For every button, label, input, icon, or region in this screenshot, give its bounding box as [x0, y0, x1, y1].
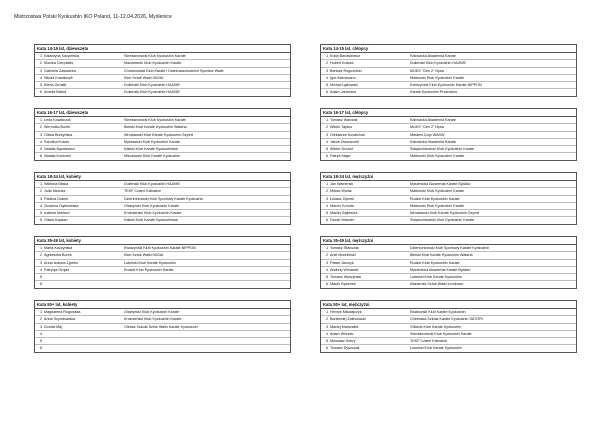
competitor-name: Paweł Jarczyk — [330, 260, 354, 265]
competitor-name: Marta Kaczyńska — [44, 246, 73, 250]
table-row — [35, 338, 290, 345]
club-name: Wrocławski Klub Karate Kyokushin-Sepert — [410, 211, 479, 216]
table-row — [321, 132, 576, 139]
place-number: 2 — [325, 61, 328, 66]
category-title: Kata 35-49 lat, kobiety — [35, 237, 290, 245]
category-card — [34, 300, 291, 353]
competitor-name: Jakub Dworaczek — [330, 139, 360, 144]
place-number: 5 — [39, 211, 42, 216]
competitor-name: Agnieszka Borek — [44, 253, 72, 258]
category-title: Kata 18-34 lat, mężczyźni — [321, 173, 576, 181]
place-number: 2 — [39, 317, 42, 322]
competitor-name: Izabela Mielach — [44, 211, 70, 216]
place-number: 1 — [325, 118, 328, 122]
table-row — [35, 117, 290, 124]
club-name: Malborski Klub Kyokushin Karate — [410, 189, 465, 194]
table-row — [35, 210, 290, 217]
place-number: 5 — [325, 83, 328, 88]
category-card — [34, 236, 291, 289]
place-number: 3 — [325, 132, 328, 137]
club-name: Siemianowicki Klub Kyokushin Karate — [410, 331, 472, 336]
competitor-name: Tomasz Walczak — [330, 118, 358, 122]
club-name: Wrocławski Klub Karate Kyokushin-Sepert — [124, 132, 193, 137]
club-name: Malborski Klub Kyokushin Karate — [410, 203, 465, 208]
club-name: Kwidzyński Klub Kyokushin Karate NIPPON — [124, 246, 196, 250]
competitor-name: Mirosław Dobry — [330, 339, 356, 344]
club-name — [124, 338, 290, 344]
place-number: 3 — [39, 260, 42, 265]
club-name: Chełmska Szkoła Karate Kyokushin SATORI — [410, 317, 483, 322]
competitor-name: Nikola Kowalczyk — [44, 75, 73, 80]
competitor-name: Adam Wilczek — [330, 331, 354, 336]
table-row — [35, 245, 290, 252]
club-name: Katowicka Akademia Karate — [410, 118, 456, 122]
competitor-name: Magdalena Rogowska — [44, 310, 81, 314]
club-name: Masters Dojo WASW — [410, 132, 445, 137]
place-number: 4 — [39, 139, 42, 144]
competitor-name — [44, 331, 124, 337]
table-row — [35, 196, 290, 203]
club-name: Rudzki Klub Kyokushin Karate — [410, 260, 460, 265]
table-row — [321, 124, 576, 131]
club-name: Dzierżoniowski Klub Sportowy Karate Kyokushin — [410, 246, 490, 250]
competitor-name: Tomasz Dyszczak — [330, 346, 360, 351]
place-number: 6 — [325, 154, 328, 159]
club-name: TKKF Czarni Katowice — [410, 339, 448, 344]
competitor-name: Patrycja Grojas — [44, 267, 70, 272]
table-row — [321, 267, 576, 274]
club-name: Malborski Klub Kyokushin Karate — [410, 75, 465, 80]
club-name: Oleska Szkoła Sztuk Walki Karate Kyokushin — [124, 324, 198, 329]
table-row — [321, 139, 576, 146]
table-row — [321, 210, 576, 217]
place-number: 6 — [325, 282, 328, 287]
place-number: 5 — [39, 83, 42, 88]
place-number: 5 — [39, 339, 42, 344]
club-name: Klub Sztuk Walki IKIGAI — [124, 75, 164, 80]
table-row — [321, 53, 576, 60]
club-name: Lubelski Klub Karate Kyokushin — [410, 275, 462, 280]
club-name: Mikołowski Klub Karate Kyokushin — [124, 154, 181, 159]
competitor-name: Bartłomiej Zalecowski — [330, 317, 366, 322]
table-row — [35, 316, 290, 323]
club-name — [124, 345, 290, 351]
competitor-name: Jan Wamerski — [330, 182, 354, 186]
competitor-name: Monika Cierpiałek — [44, 61, 74, 66]
place-number: 5 — [39, 275, 42, 280]
table-row — [35, 53, 290, 60]
club-name: Katowicka Akademia Karate — [410, 139, 456, 144]
category-title: Kata 50+ lat, mężczyźni — [321, 301, 576, 309]
club-name: Mazowiecki Klub Kyokushin Karate — [124, 61, 182, 66]
club-name: Mysłowicki Klub Kyokushin Karate — [124, 139, 180, 144]
table-row — [321, 82, 576, 89]
table-row — [321, 217, 576, 223]
competitor-name: Elena Ornatik — [44, 83, 67, 88]
place-number: 5 — [39, 147, 42, 152]
table-row — [35, 331, 290, 338]
category-card — [34, 108, 291, 161]
category-card — [320, 44, 577, 97]
category-title: Kata 16-17 lat, chłopcy — [321, 109, 576, 117]
club-name: Siemianowicki Klub Kyokushin Karate — [124, 54, 186, 58]
place-number: 1 — [325, 310, 328, 314]
table-row — [321, 60, 576, 67]
competitor-name — [44, 345, 124, 351]
table-row — [321, 252, 576, 259]
club-name: Bielski Klub Karate Kyokushin Wataha — [410, 253, 473, 258]
place-number: 6 — [325, 346, 328, 351]
club-name: Krośnieński Klub Kyokushin Karate — [124, 317, 182, 322]
club-name — [124, 274, 290, 280]
place-number: 1 — [325, 54, 328, 58]
place-number: 3 — [39, 324, 42, 329]
club-name: Gliwicki Klub Karate Kyokushin — [410, 324, 461, 329]
place-number: 4 — [39, 75, 42, 80]
place-number: 1 — [325, 182, 328, 186]
club-name: Dulieński Klub Kyokushin HAJIME — [124, 90, 180, 95]
place-number: 1 — [39, 310, 42, 314]
place-number: 3 — [325, 324, 328, 329]
competitor-name — [44, 274, 124, 280]
table-row — [321, 196, 576, 203]
club-name: Siemianowicki Klub Kyokushin Karate — [124, 118, 186, 122]
place-number: 6 — [39, 154, 42, 159]
table-row — [35, 60, 290, 67]
category-card — [320, 236, 577, 289]
place-number: 1 — [39, 182, 42, 186]
club-name: Akademia Sztuk Walki Łomkowo — [410, 282, 464, 287]
table-row — [321, 117, 576, 124]
table-row — [35, 203, 290, 210]
club-name: Kaliski Klub Karate Kyokushinkai — [124, 218, 178, 223]
table-row — [35, 75, 290, 82]
place-number: 2 — [325, 317, 328, 322]
place-number: 4 — [39, 267, 42, 272]
club-name: Rudzki Klub Kyokushin Karate — [410, 196, 460, 201]
category-card — [320, 108, 577, 161]
club-name — [124, 281, 290, 287]
table-row — [321, 316, 576, 323]
competitor-name — [44, 338, 124, 344]
club-name: Raciborski Klub Karate Kyokushin — [410, 310, 466, 314]
table-row — [321, 345, 576, 351]
competitor-name: Anna Izabela Zgórko — [44, 260, 79, 265]
club-name: Rudzki Klub Kyokushin Karate — [124, 267, 174, 272]
club-name: Dulieński Klub Kyokushin HAJIME — [410, 61, 466, 66]
place-number: 2 — [39, 61, 42, 66]
table-row — [321, 331, 576, 338]
table-row — [35, 281, 290, 287]
table-row — [321, 274, 576, 281]
place-number: 4 — [325, 203, 328, 208]
club-name: Kaliski Klub Karate Kyokushinkai — [124, 147, 178, 152]
table-row — [35, 181, 290, 188]
table-row — [321, 188, 576, 195]
competitor-name: Ariel Mochliński — [330, 253, 356, 258]
competitor-name: Gabriela Zawadzka — [44, 68, 76, 73]
place-number: 2 — [39, 253, 42, 258]
competitor-name: Maciej Marszałek — [330, 324, 359, 329]
club-name: Olsztyński Klub Kyokushin Karate — [124, 203, 180, 208]
place-number: 3 — [325, 260, 328, 265]
competitor-name: Miłosz Wolak — [330, 189, 352, 194]
table-row — [321, 338, 576, 345]
competitor-name: Daniel Wander — [330, 218, 355, 223]
competitor-name: Patryk Majer — [330, 154, 351, 159]
place-number: 5 — [325, 339, 328, 344]
table-row — [321, 324, 576, 331]
competitor-name: Tomasz Wyszyński — [330, 275, 362, 280]
place-number: 6 — [39, 218, 42, 223]
competitor-name: Oleksandr Kovalchuk — [330, 132, 365, 137]
place-number: 4 — [325, 75, 328, 80]
club-name: Dulieński Klub Kyokushin HAJIME — [124, 83, 180, 88]
competitor-name: Oliwia Kapkan — [44, 218, 68, 223]
competitor-name: Wiktor Tajdus — [330, 125, 353, 130]
club-name: Dzierżoniowski Klub Sportowy Karate Kyokushin — [124, 196, 204, 201]
place-number: 5 — [325, 211, 328, 216]
competitor-name: Zuzanna Dąbkowska — [44, 203, 79, 208]
competitor-name: Igor Ast​mecanu — [330, 75, 356, 80]
place-number: 3 — [39, 68, 42, 73]
table-row — [35, 146, 290, 153]
table-row — [35, 68, 290, 75]
place-number: 1 — [39, 246, 42, 250]
club-name: MUKS "Gen 2" Nysa — [410, 68, 444, 73]
competitor-name: Weronika Borek — [44, 125, 71, 130]
competitor-name: Marek Bębenek — [330, 282, 356, 287]
competitor-name: Tomasz Stańczak — [330, 246, 359, 250]
club-name: Myślenicka Akademia Karate Byakko — [410, 267, 471, 272]
competitor-name: Bartosz Rogoziński — [330, 68, 362, 73]
club-name: Lubelski Klub Karate Kyokushin — [124, 260, 176, 265]
place-number: 4 — [325, 139, 328, 144]
table-row — [321, 89, 576, 95]
club-name: Myślenicka Akademia Karate Byakko — [410, 182, 471, 186]
place-number: 6 — [39, 282, 42, 287]
club-name: Olsztyński Klub Kyokushin Karate — [124, 310, 180, 314]
category-card — [320, 300, 577, 353]
competitor-name: Wiktoria Bilska — [44, 182, 69, 186]
competitor-name — [44, 281, 124, 287]
place-number: 6 — [325, 90, 328, 95]
competitor-name: Amelia Bilska — [44, 90, 67, 95]
place-number: 4 — [325, 267, 328, 272]
place-number: 5 — [325, 275, 328, 280]
category-title: Kata 16-17 lat, dziewczęta — [35, 109, 290, 117]
place-number: 1 — [39, 118, 42, 122]
place-number: 6 — [39, 90, 42, 95]
table-row — [35, 188, 290, 195]
table-row — [321, 260, 576, 267]
table-row — [321, 146, 576, 153]
category-card — [320, 172, 577, 225]
place-number: 5 — [325, 147, 328, 152]
club-name: Bielski Klub Karate Kyokushin Wataha — [124, 125, 187, 130]
club-name: Lubelski Klub Karate Kyokushin — [410, 346, 462, 351]
place-number: 1 — [325, 246, 328, 250]
table-row — [35, 217, 290, 223]
competitor-name: Paulina Dralek — [44, 196, 68, 201]
competitor-name: Katarzyna Kacperska — [44, 54, 80, 58]
club-name: Malborski Klub Kyokushin Karate — [410, 154, 465, 159]
club-name: TKKF Czarni Katowice — [124, 189, 162, 194]
table-row — [35, 89, 290, 95]
place-number: 2 — [325, 189, 328, 194]
competitor-name: Marcin Kondra — [330, 203, 354, 208]
category-title: Kata 18-34 lat, kobiety — [35, 173, 290, 181]
table-row — [35, 82, 290, 89]
competitor-name: Dorota Maj — [44, 324, 63, 329]
competitor-name: Lena Kowalczuk — [44, 118, 71, 122]
club-name: Dulieński Klub Kyokushin HAJIME — [124, 182, 180, 186]
competitor-name: Anna Szymkowska — [44, 317, 76, 322]
competitor-name: Michał Łątkowski — [330, 83, 358, 88]
place-number: 3 — [325, 196, 328, 201]
competitor-name: Maciej Gajlewicz — [330, 211, 358, 216]
table-row — [321, 309, 576, 316]
club-name: Karate Kyokushin Przemków — [410, 90, 458, 95]
place-number: 2 — [325, 253, 328, 258]
place-number: 1 — [39, 54, 42, 58]
category-card — [34, 44, 291, 97]
table-row — [321, 203, 576, 210]
competitor-name: Oliwia Burzyńska — [44, 132, 73, 137]
table-row — [35, 139, 290, 146]
category-title: Kata 14-15 lat, chłopcy — [321, 45, 576, 53]
place-number: 4 — [39, 203, 42, 208]
competitor-name: Wiktor Drozdż — [330, 147, 354, 152]
table-row — [321, 181, 576, 188]
place-number: 3 — [325, 68, 328, 73]
club-name: Świętochłowicki Klub Kyokushin Karate — [410, 218, 475, 223]
club-name: Katowicka Akademia Karate — [410, 54, 456, 58]
place-number: 6 — [325, 218, 328, 223]
competitor-name: Hubert Kołaza — [330, 61, 354, 66]
table-row — [321, 153, 576, 159]
competitor-name: Kuba Banasiewicz — [330, 54, 361, 58]
table-row — [35, 132, 290, 139]
document-title: Mistrzostwa Polski Kyokushin IKO Poland, 11-12.04.2026, Myślenice — [14, 14, 172, 20]
club-name: Chrzanowski Klub Karate i Dalekowschodnich Sportów Walki — [124, 68, 224, 73]
competitor-name: Łukasz Dymek — [330, 196, 355, 201]
place-number: 6 — [39, 346, 42, 351]
competitor-name: Adam Janeczko — [330, 90, 357, 95]
place-number: 2 — [39, 189, 42, 194]
club-name: MUKS "Gen 2" Nysa — [410, 125, 444, 130]
table-row — [35, 345, 290, 351]
category-card — [34, 172, 291, 225]
place-number: 4 — [39, 331, 42, 336]
table-row — [321, 245, 576, 252]
table-row — [35, 260, 290, 267]
competitor-name: Henryk Mikołajczyk — [330, 310, 362, 314]
club-name — [124, 331, 290, 337]
club-name: Klub Sztuk Walki IKIGAI — [124, 253, 164, 258]
place-number: 4 — [325, 331, 328, 336]
club-name: Krośnieński Klub Kyokushin Karate — [124, 211, 182, 216]
table-row — [35, 309, 290, 316]
table-row — [321, 281, 576, 287]
club-name: Świętochłowicki Klub Kyokushin Karate — [410, 147, 475, 152]
table-row — [35, 324, 290, 331]
category-title: Kata 50+ lat, kobiety — [35, 301, 290, 309]
competitor-name: Natalia Bącalewicz — [44, 147, 75, 152]
competitor-name: Karolina Kuban — [44, 139, 70, 144]
table-row — [321, 68, 576, 75]
competitor-name: Natalia Kosiorek — [44, 154, 71, 159]
place-number: 3 — [39, 196, 42, 201]
table-row — [35, 267, 290, 274]
place-number: 2 — [325, 125, 328, 130]
competitor-name: Julia Marcisz — [44, 189, 66, 194]
category-title: Kata 35-49 lat, mężczyźni — [321, 237, 576, 245]
table-row — [35, 153, 290, 159]
table-row — [35, 252, 290, 259]
competitor-name: Andrzej Winiarski — [330, 267, 359, 272]
club-name: Kwidzyński Klub Kyokushin Karate NIPPON — [410, 83, 482, 88]
table-row — [35, 274, 290, 281]
place-number: 3 — [39, 132, 42, 137]
table-row — [35, 124, 290, 131]
table-row — [321, 75, 576, 82]
place-number: 2 — [39, 125, 42, 130]
category-title: Kata 14-15 lat, dziewczęta — [35, 45, 290, 53]
